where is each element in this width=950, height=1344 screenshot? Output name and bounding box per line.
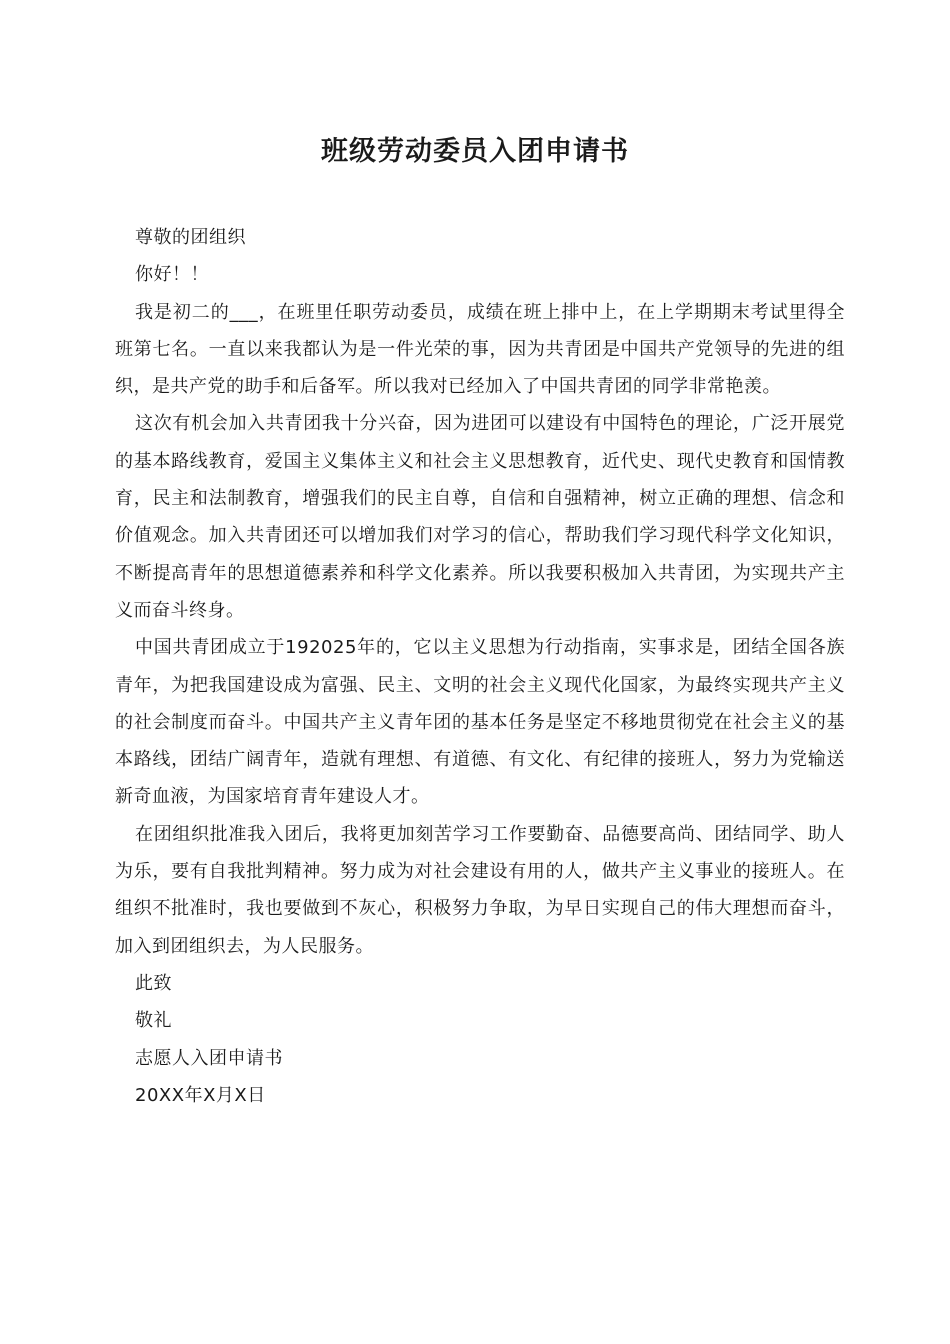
document-body xyxy=(115,219,845,1114)
closing-jingli: 敬礼 xyxy=(135,1010,172,1032)
date: 20XX年X月X日 xyxy=(135,1084,266,1106)
closing-cizhi: 此致 xyxy=(135,972,172,994)
paragraph-1: 我是初二的___，在班里任职劳动委员，成绩在班上排中上，在上学期期末考试里得全班第七名。一直以来我都认为是一件光荣的事，因为共青团是中国共产党领导的先进的组织，是共产党的助手和后备军。所以我对已经加入了中国共青团的同学非常艳羡。 xyxy=(115,301,845,398)
paragraph-2: 这次有机会加入共青团我十分兴奋，因为进团可以建设有中国特色的理论，广泛开展党的基本路线教育，爱国主义集体主义和社会主义思想教育，近代史、现代史教育和国情教育，民主和法制教育，增强我们的民主自尊，自信和自强精神，树立正确的理想、信念和价值观念。加入共青团还可以增加我们对学习的信心，帮助我们学习现代科学文化知识，不断提高青年的思想道德素养和科学文化素养。所以我要积极加入共青团，为实现共产主义而奋斗终身。 xyxy=(115,413,845,621)
paragraph-3: 中国共青团成立于192025年的，它以主义思想为行动指南，实事求是，团结全国各族青年，为把我国建设成为富强、民主、文明的社会主义现代化国家，为最终实现共产主义的社会制度而奋斗。中国共产主义青年团的基本任务是坚定不移地贯彻党在社会主义的基本路线，团结广阔青年，造就有理想、有道德、有文化、有纪律的接班人，努力为党输送新奇血液，为国家培育青年建设人才。 xyxy=(115,637,845,808)
paragraph-4: 在团组织批准我入团后，我将更加刻苦学习工作要勤奋、品德要高尚、团结同学、助人为乐，要有自我批判精神。努力成为对社会建设有用的人，做共产主义事业的接班人。在组织不批准时，我也要做到不灰心，积极努力争取，为早日实现自己的伟大理想而奋斗，加入到团组织去，为人民服务。 xyxy=(115,823,845,957)
salutation: 尊敬的团组织 xyxy=(135,227,246,248)
greeting: 你好！！ xyxy=(135,264,209,286)
document-title: 班级劳动委员入团申请书 xyxy=(321,136,629,167)
signature: 志愿人入团申请书 xyxy=(135,1047,283,1069)
